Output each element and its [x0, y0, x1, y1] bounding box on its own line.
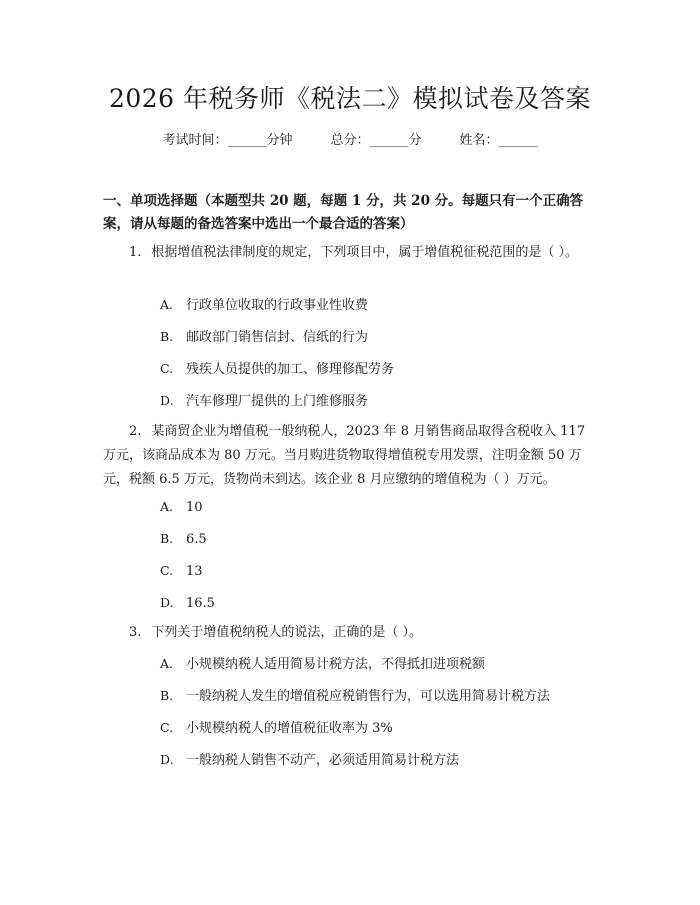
option-text: 13: [186, 564, 203, 579]
document-title: 2026 年税务师《税法二》模拟试卷及答案: [108, 84, 592, 113]
option-text: 小规模纳税人的增值税征收率为 3%: [186, 721, 393, 736]
name-field: 姓名：______: [459, 133, 538, 148]
question-number: 2.: [129, 424, 142, 439]
option-text: 汽车修理厂提供的上门维修服务: [186, 394, 369, 409]
option-letter: D.: [160, 393, 174, 408]
option-text: 小规模纳税人适用简易计税方法，不得抵扣进项税额: [186, 657, 486, 672]
option-letter: A.: [160, 297, 174, 312]
option-text: 10: [186, 500, 203, 515]
question-text: 根据增值税法律制度的规定，下列项目中，属于增值税征税范围的是（ ）。: [151, 245, 579, 260]
question-2: [103, 420, 598, 492]
option-1d: [160, 391, 600, 412]
option-letter: C.: [160, 720, 174, 735]
option-3a: [160, 654, 600, 675]
option-1c: [160, 359, 600, 380]
question-number: 3.: [129, 625, 142, 640]
option-2d: [160, 593, 600, 614]
option-letter: C.: [160, 361, 174, 376]
option-1b: [160, 327, 600, 348]
question-3: [103, 621, 598, 645]
option-text: 6.5: [186, 532, 207, 547]
question-text: 下列关于增值税纳税人的说法，正确的是（ ）。: [151, 625, 423, 640]
option-letter: B.: [160, 329, 174, 344]
option-letter: B.: [160, 688, 174, 703]
option-3b: [160, 686, 600, 707]
question-text: 某商贸企业为增值税一般纳税人，2023 年 8 月销售商品取得含税收入 117 万元，该商品成本为 80 万元。当月购进货物取得增值税专用发票，注明金额 50 万元，税额 6.5 万元，货物尚未到达。该企业 8 月应缴纳的增值税为（ ）万元。: [103, 424, 586, 487]
option-text: 残疾人员提供的加工、修理修配劳务: [186, 362, 395, 377]
exam-time-field: 考试时间：______分钟: [162, 133, 293, 148]
option-2a: [160, 497, 600, 518]
exam-info-line: [0, 131, 700, 151]
option-text: 16.5: [186, 596, 215, 611]
option-text: 一般纳税人发生的增值税应税销售行为，可以选用简易计税方法: [186, 689, 551, 704]
option-letter: A.: [160, 656, 174, 671]
option-letter: D.: [160, 752, 174, 767]
question-1: [103, 241, 598, 265]
option-2b: [160, 529, 600, 550]
option-text: 邮政部门销售信封、信纸的行为: [186, 330, 369, 345]
option-3c: [160, 718, 600, 739]
option-letter: C.: [160, 563, 174, 578]
option-1a: [160, 295, 600, 316]
total-score-field: 总分：______分: [330, 133, 422, 148]
option-2c: [160, 561, 600, 582]
option-letter: D.: [160, 595, 174, 610]
question-number: 1.: [129, 245, 142, 260]
section-heading: 一、单项选择题（本题型共 20 题，每题 1 分，共 20 分。每题只有一个正确答案，请从每题的备选答案中选出一个最合适的答案）: [103, 193, 584, 232]
option-letter: A.: [160, 499, 174, 514]
option-letter: B.: [160, 531, 174, 546]
option-text: 一般纳税人销售不动产，必须适用简易计税方法: [186, 753, 460, 768]
option-text: 行政单位收取的行政事业性收费: [186, 298, 369, 313]
option-3d: [160, 750, 600, 771]
